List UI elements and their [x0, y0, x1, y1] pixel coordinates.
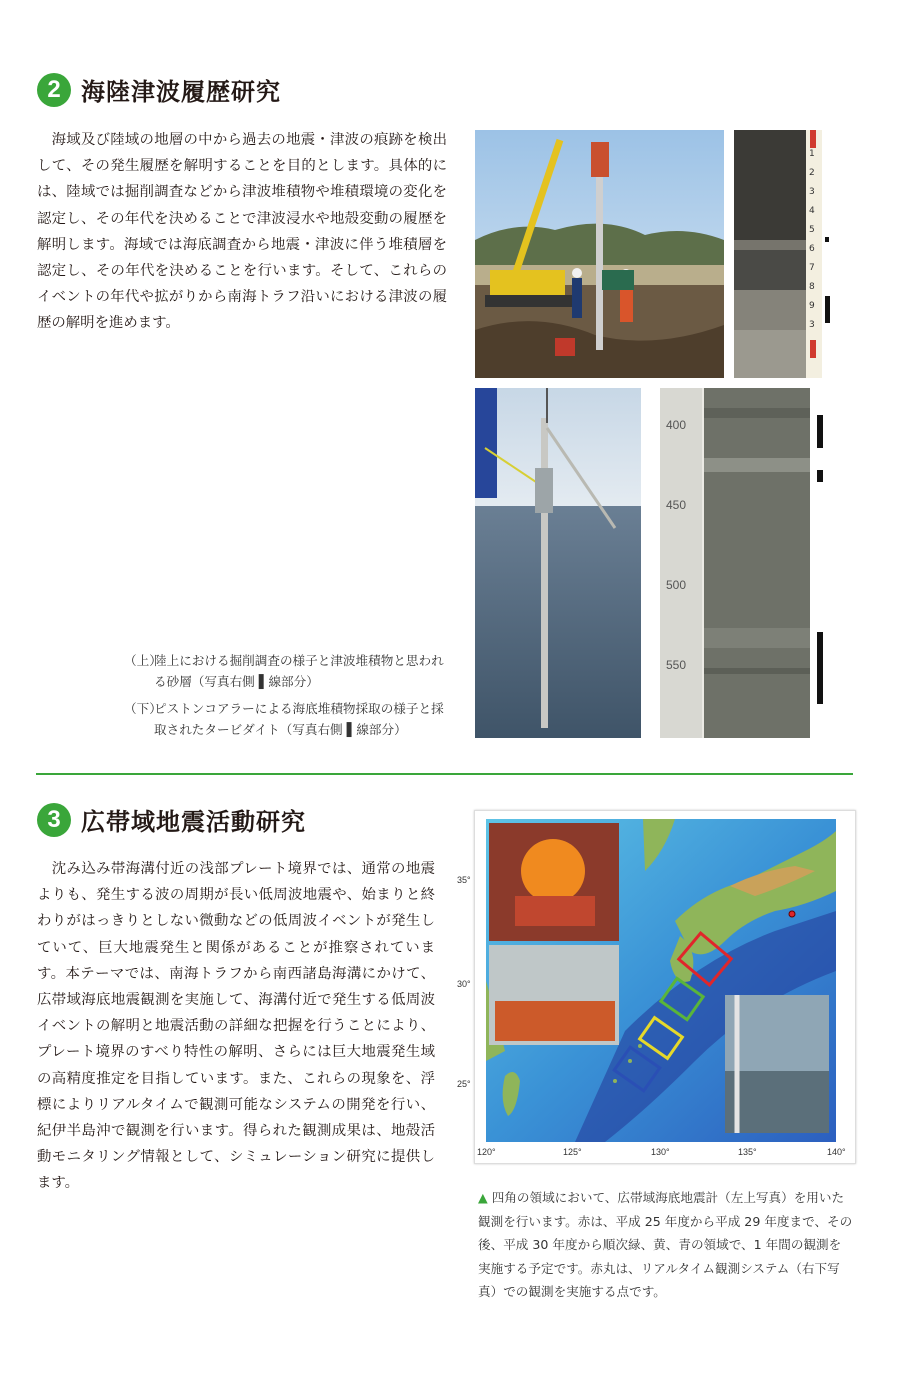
- turbidite-core-photo: 400 450 500 550: [660, 388, 810, 738]
- ruler-labels: 1 2 3 4 5 6 7 8 9 3: [809, 149, 815, 330]
- section-number-badge: 2: [37, 73, 71, 107]
- sand-layer-marker: [825, 237, 829, 242]
- lat-label: 30°: [457, 979, 471, 989]
- turbidite-marker: [817, 415, 823, 448]
- realtime-station-dot: [789, 911, 795, 917]
- section-3-heading: [37, 802, 306, 837]
- section-divider: [36, 773, 853, 775]
- lon-label: 125°: [563, 1147, 582, 1157]
- map-caption-text: 四角の領域において、広帯域海底地震計（左上写真）を用いた観測を行います。赤は、平成 25 年度から平成 29 年度まで、その後、平成 30 年度から順次緑、黄、青の領域で、1 年間の観測を実施する予定です。赤丸は、リアルタイム観測システム（右下写真）での観測を実施する点です。: [478, 1190, 853, 1299]
- lon-label: 120°: [477, 1147, 496, 1157]
- sand-layer-core-photo: [734, 130, 822, 378]
- triangle-marker-icon: ▲: [478, 1190, 488, 1205]
- turbidite-marker: [817, 632, 823, 704]
- caption-top: （上） 陸上における掘削調査の様子と津波堆積物と思われる砂層（写真右側 ▌線部分）: [124, 653, 444, 689]
- section-title: 広帯域地震活動研究: [81, 808, 306, 836]
- observation-map: [475, 811, 855, 1163]
- section-title: 海陸津波履歴研究: [81, 78, 281, 106]
- section-2-captions: [124, 650, 454, 746]
- land-drilling-photo: [475, 130, 724, 378]
- lon-label: 130°: [651, 1147, 670, 1157]
- lon-label: 140°: [827, 1147, 846, 1157]
- section-2-body: 海域及び陸域の地層の中から過去の地震・津波の痕跡を検出して、その発生履歴を解明することを目的とします。具体的には、陸域では掘削調査などから津波堆積物や堆積環境の変化を認定し、その年代を決めることで津波浸水や地殻変動の履歴を解明します。海域では海底調査から地震・津波に伴う堆積層を認定し、その年代を決めることを行います。そして、これらのイベントの年代や拡がりから南海トラフ沿いにおける津波の履歴の解明を進めます。: [37, 132, 447, 332]
- section-2-heading: [37, 72, 281, 107]
- lon-label: 135°: [738, 1147, 757, 1157]
- sand-layer-marker: [825, 296, 830, 323]
- observation-map-figure: [457, 810, 856, 1164]
- section-number-badge: 3: [37, 803, 71, 837]
- lat-label: 25°: [457, 1079, 471, 1089]
- section-3-caption: [478, 1186, 853, 1304]
- turbidite-marker: [817, 470, 823, 482]
- piston-corer-photo: [475, 388, 641, 738]
- caption-bottom: （下） ピストンコアラーによる海底堆積物採取の様子と採取されたタービダイト（写真右側 ▌線部分）: [124, 701, 444, 737]
- section-3-body: 沈み込み帯海溝付近の浅部プレート境界では、通常の地震よりも、発生する波の周期が長い低周波地震や、始まりと終わりがはっきりとしない微動などの低周波イベントが発生していて、巨大地震発生と関係があることが推察されています。本テーマでは、南海トラフから南西諸島海溝にかけて、広帯域海底地震観測を実施して、海溝付近で発生する低周波イベントの解明と地震活動の詳細な把握を行うことにより、プレート境界のすべり特性の解明、さらには巨大地震発生域の高精度推定を目指しています。また、これらの現象を、浮標によりリアルタイムで観測可能なシステムの開発を行い、紀伊半島沖で観測を行います。得られた観測成果は、地殻活動モニタリング情報として、シミュレーション研究に提供します。: [37, 861, 435, 1192]
- lat-label: 35°: [457, 875, 471, 885]
